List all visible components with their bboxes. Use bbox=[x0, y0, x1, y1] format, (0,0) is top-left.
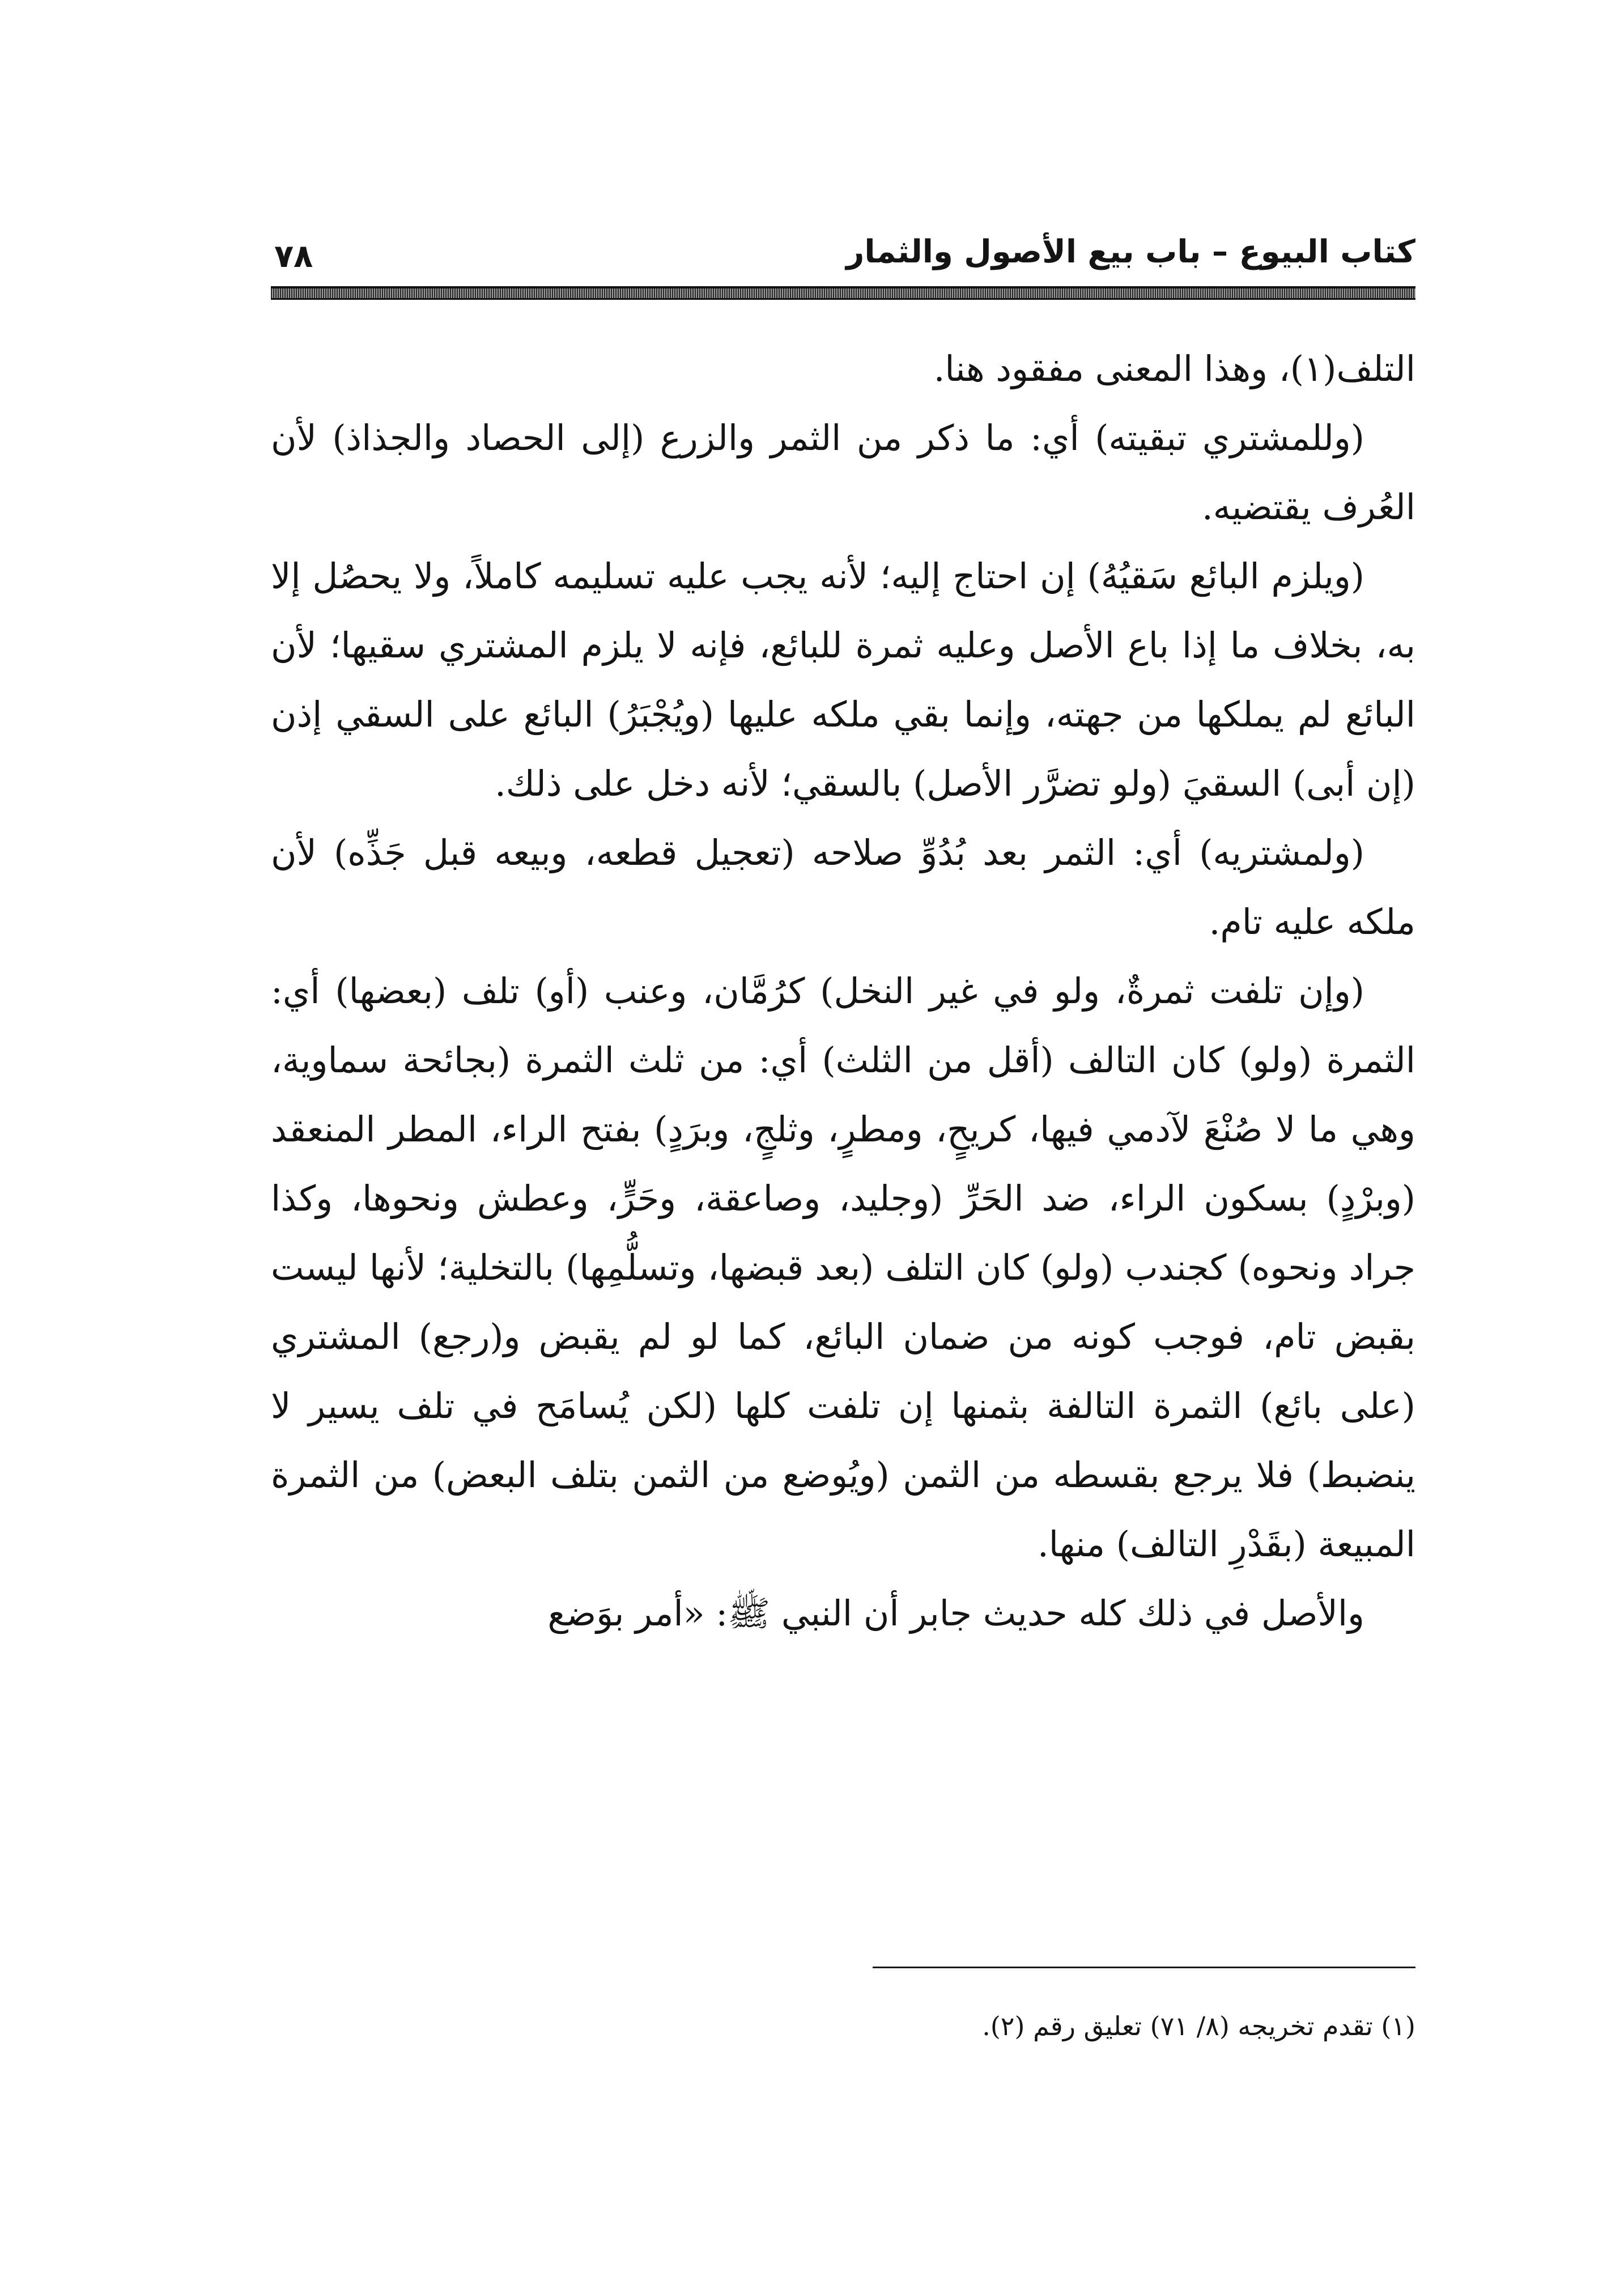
paragraph: (ويلزم البائع سَقيُهُ) إن احتاج إليه؛ لأنه يجب عليه تسليمه كاملاً، ولا يحصُل إلا به، بخلاف ما إذا باع الأصل وعليه ثمرة للبائع، فإنه لا يلزم المشتري سقيها؛ لأن البائع لم يملكها من جهته، وإنما بقي ملكه عليها (ويُجْبَرُ) البائع على السقي إذن (إن أبى) السقيَ (ولو تضرَّر الأصل) بالسقي؛ لأنه دخل على ذلك. bbox=[271, 555, 1415, 804]
paragraph: التلف(١)، وهذا المعنى مفقود هنا. bbox=[933, 348, 1415, 389]
paragraph: والأصل في ذلك كله حديث جابر أن النبي ﷺ: «أمر بوَضع bbox=[547, 1593, 1364, 1634]
header-title: كتاب البيوع – باب بيع الأصول والثمار bbox=[846, 233, 1415, 270]
running-header bbox=[271, 230, 1415, 292]
paragraph: (وإن تلفت ثمرةٌ، ولو في غير النخل) كرُمَّان، وعنب (أو) تلف (بعضها) أي: الثمرة (ولو) كان التالف (أقل من الثلث) أي: من ثلث الثمرة (بجائحة سماوية، وهي ما لا صُنْعَ لآدمي فيها، كريحٍ، ومطرٍ، وثلجٍ، وبرَدٍ) بفتح الراء، المطر المنعقد (وبرْدٍ) بسكون الراء، ضد الحَرِّ (وجليد، وصاعقة، وحَرٍّ، وعطش ونحوها، وكذا جراد ونحوه) كجندب (ولو) كان التلف (بعد قبضها، وتسلُّمِها) بالتخلية؛ لأنها ليست بقبض تام، فوجب كونه من ضمان البائع، كما لو لم يقبض و(رجع) المشتري (على بائع) الثمرة التالفة بثمنها إن تلفت كلها (لكن يُسامَح في تلف يسير لا ينضبط) فلا يرجع بقسطه من الثمن (ويُوضع من الثمن بتلف البعض) من الثمرة المبيعة (بقَدْرِ التالف) منها. bbox=[271, 970, 1415, 1565]
paragraph: (ولمشتريه) أي: الثمر بعد بُدُوِّ صلاحه (تعجيل قطعه، وبيعه قبل جَذِّه) لأن ملكه عليه تام. bbox=[271, 832, 1415, 942]
main-text bbox=[271, 334, 1415, 1648]
page-number: ٧٨ bbox=[274, 238, 313, 275]
footnote-separator bbox=[873, 1967, 1415, 1968]
paragraph: (وللمشتري تبقيته) أي: ما ذكر من الثمر والزرع (إلى الحصاد والجذاذ) لأن العُرف يقتضيه. bbox=[271, 417, 1415, 528]
header-rule bbox=[271, 286, 1415, 300]
footnote: (١) تقدم تخريجه (٨/ ٧١) تعليق رقم (٢). bbox=[982, 2011, 1415, 2041]
